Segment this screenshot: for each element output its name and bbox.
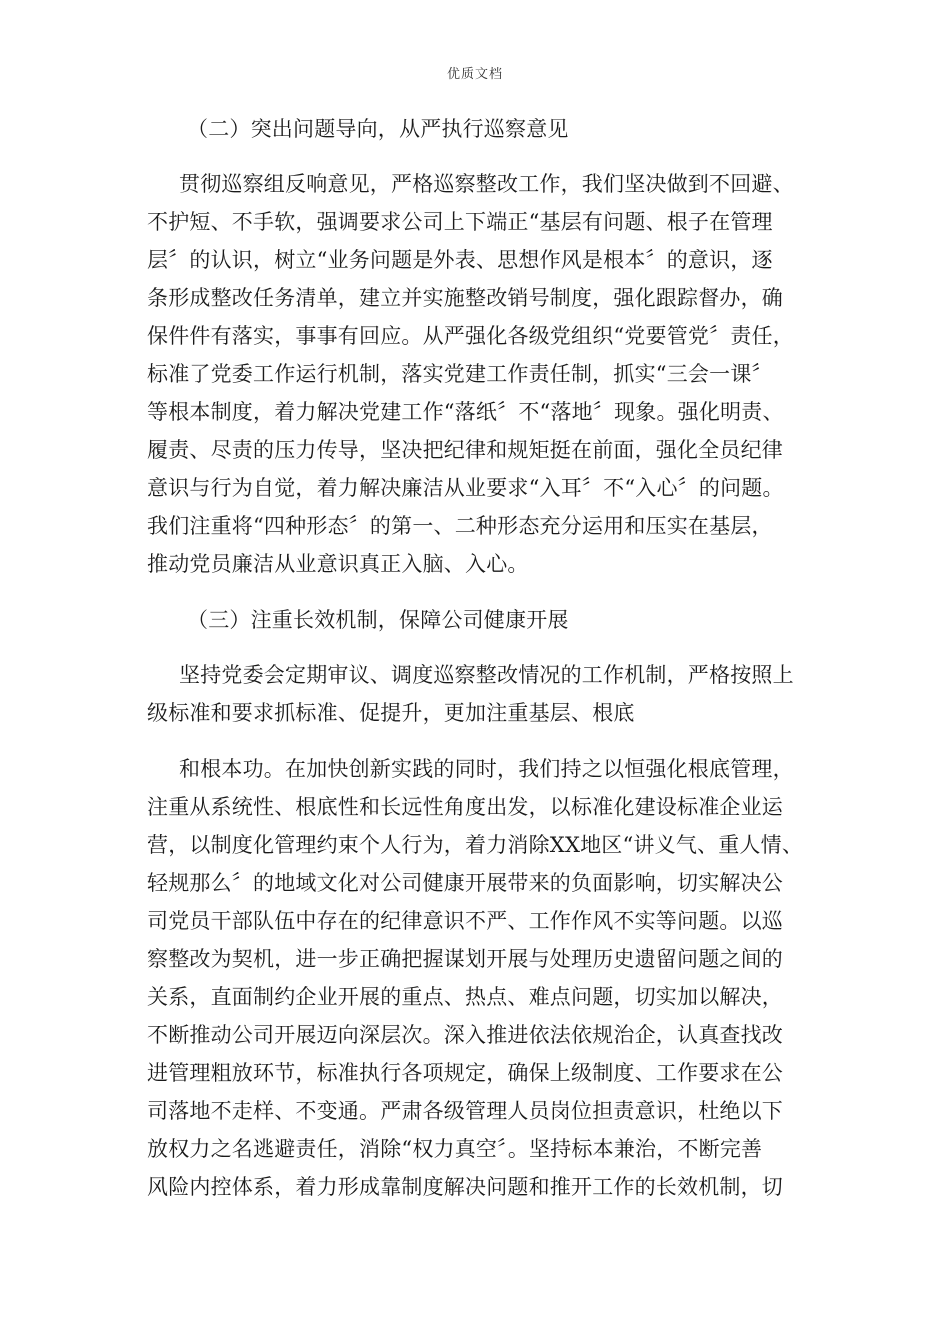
paragraph-line: 司党员干部队伍中存在的纪律意识不严、工作作风不实等问题。以巡 (147, 909, 783, 933)
paragraph-line: 层〞的认识，树立“业务问题是外表、思想作风是根本〞的意识，逐 (147, 248, 773, 272)
paragraph-line: 司落地不走样、不变通。严肃各级管理人员岗位担责意识，杜绝以下 (147, 1099, 783, 1123)
paragraph-line: 轻规那么〞的地域文化对公司健康开展带来的负面影响，切实解决公 (147, 871, 783, 895)
paragraph-line: 和根本功。在加快创新实践的同时，我们持之以恒强化根底管理， (179, 757, 794, 781)
paragraph-line: 风险内控体系，着力形成靠制度解决问题和推开工作的长效机制，切 (147, 1175, 783, 1199)
paragraph-line: 不护短、不手软，强调要求公司上下端正“基层有问题、根子在管理 (147, 210, 773, 234)
paragraph-line: 履责、尽责的压力传导，坚决把纪律和规矩挺在前面，强化全员纪律 (147, 438, 783, 462)
paragraph-line: 保件件有落实，事事有回应。从严强化各级党组织“党要管党〞责任， (147, 324, 794, 348)
paragraph-line: 注重从系统性、根底性和长远性角度出发，以标准化建设标准企业运 (147, 795, 783, 819)
paragraph-line: 贯彻巡察组反响意见，严格巡察整改工作，我们坚决做到不回避、 (179, 172, 794, 196)
paragraph-line: 等根本制度，着力解决党建工作“落纸〞不“落地〞现象。强化明责、 (147, 400, 784, 424)
paragraph-line: 营，以制度化管理约束个人行为，着力消除XX地区“讲义气、重人情、 (147, 833, 804, 857)
paragraph-line: 推动党员廉洁从业意识真正入脑、入心。 (147, 552, 529, 576)
paragraph-line: 标准了党委工作运行机制，落实党建工作责任制，抓实“三会一课〞 (147, 362, 773, 386)
paragraph-line: 不断推动公司开展迈向深层次。深入推进依法依规治企，认真查找改 (147, 1023, 783, 1047)
paragraph-line: 条形成整改任务清单，建立并实施整改销号制度，强化跟踪督办，确 (147, 286, 783, 310)
paragraph-line: 进管理粗放环节，标准执行各项规定，确保上级制度、工作要求在公 (147, 1061, 783, 1085)
section-heading: （二）突出问题导向，从严执行巡察意见 (187, 117, 569, 141)
paragraph-line: 我们注重将“四种形态〞的第一、二种形态充分运用和压实在基层， (147, 514, 773, 538)
paragraph-line: 意识与行为自觉，着力解决廉洁从业要求“入耳〞不“入心〞的问题。 (147, 476, 784, 500)
section-heading: （三）注重长效机制，保障公司健康开展 (187, 608, 569, 632)
paragraph-line: 级标准和要求抓标准、促提升，更加注重基层、根底 (147, 701, 635, 725)
paragraph-line: 坚持党委会定期审议、调度巡察整改情况的工作机制，严格按照上 (179, 663, 794, 687)
paragraph-line: 察整改为契机，进一步正确把握谋划开展与处理历史遗留问题之间的 (147, 947, 783, 971)
paragraph-line: 关系，直面制约企业开展的重点、热点、难点问题，切实加以解决， (147, 985, 783, 1009)
page-header: 优质文档 (446, 67, 503, 82)
paragraph-line: 放权力之名逃避责任，消除“权力真空〞。坚持标本兼治，不断完善 (147, 1137, 763, 1161)
